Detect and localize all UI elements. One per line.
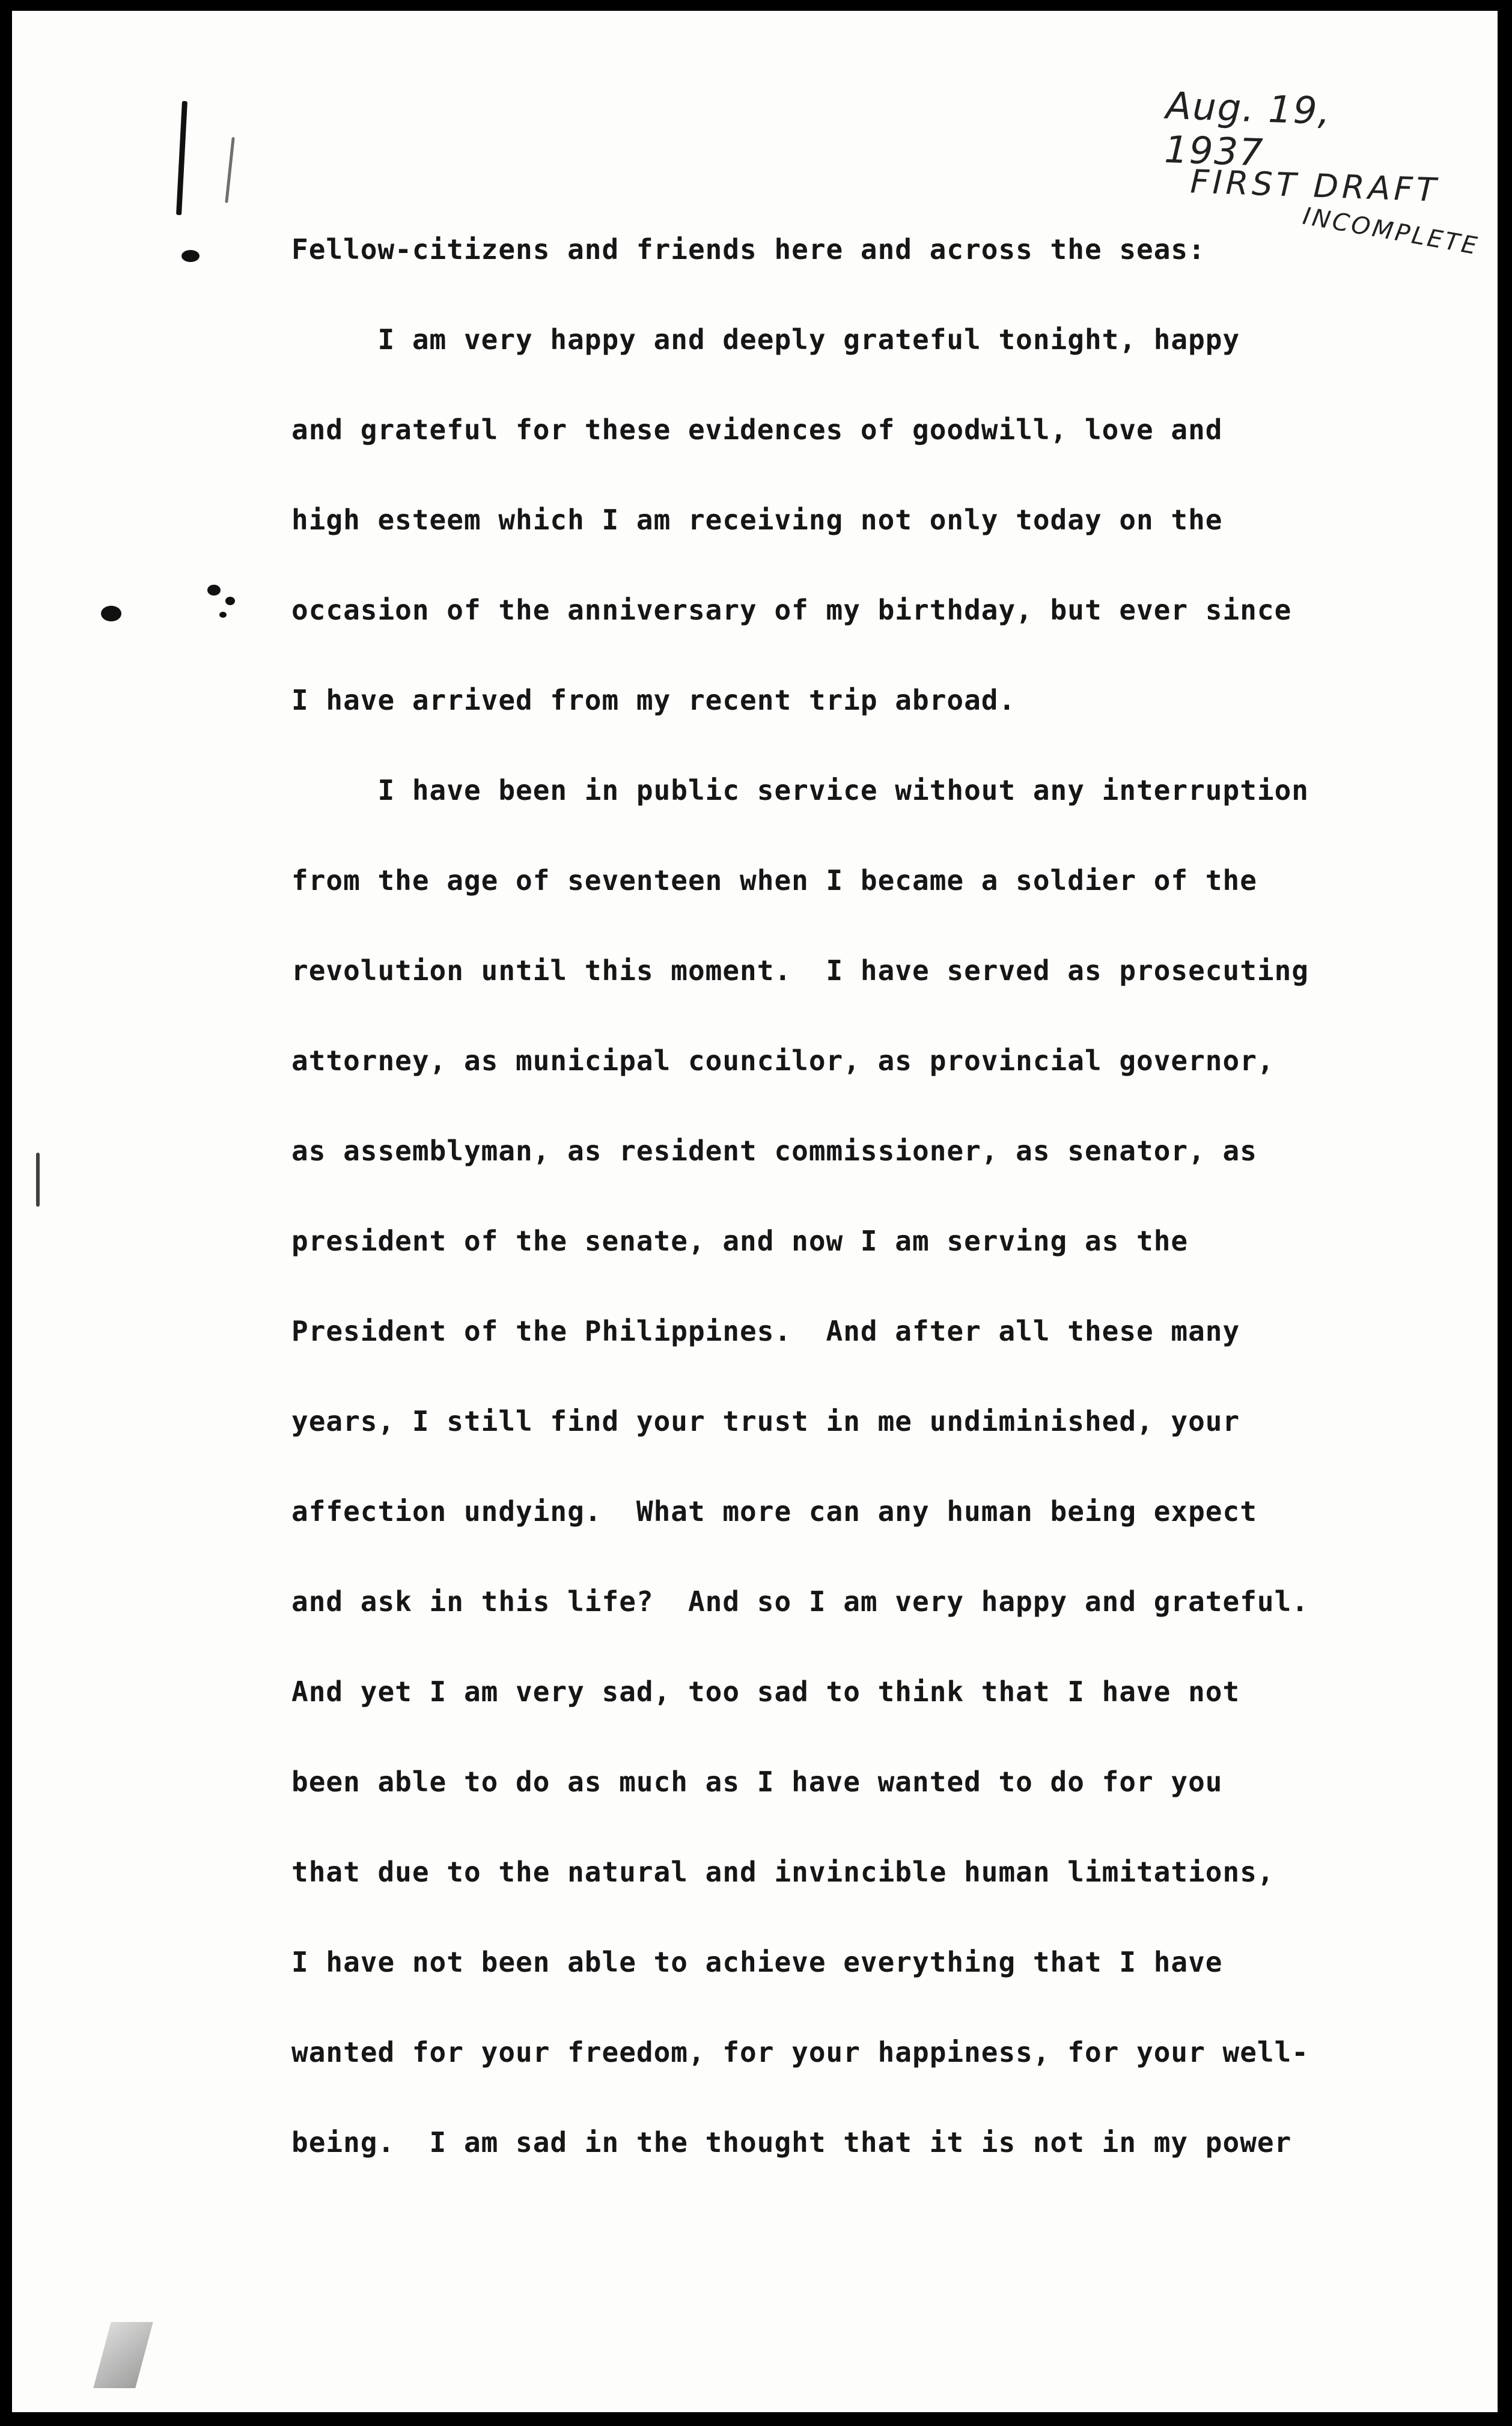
text-line: I am very happy and deeply grateful tonight, happy [291, 323, 1240, 356]
handwritten-first-draft: FIRST DRAFT [1189, 162, 1440, 209]
text-line: And yet I am very sad, too sad to think that I have not [291, 1675, 1240, 1708]
typewritten-text [291, 228, 1385, 2211]
text-line: I have arrived from my recent trip abroad. [291, 684, 1016, 716]
text-line: wanted for your freedom, for your happiness, for your well- [291, 2036, 1309, 2068]
text-line: that due to the natural and invincible human limitations, [291, 1856, 1275, 1888]
text-line: occasion of the anniversary of my birthday, but ever since [291, 594, 1292, 626]
text-line: high esteem which I am receiving not only today on the [291, 504, 1223, 536]
margin-marks [12, 11, 264, 2412]
margin-dot-mark [225, 597, 235, 605]
text-line: affection undying. What more can any human being expect [291, 1495, 1257, 1528]
text-line: years, I still find your trust in me undiminished, your [291, 1405, 1240, 1437]
text-line: I have not been able to achieve everything that I have [291, 1946, 1223, 1978]
text-line: and ask in this life? And so I am very happy and grateful. [291, 1585, 1309, 1618]
margin-bar-mark [36, 1153, 40, 1207]
text-line: I have been in public service without any interruption [291, 774, 1309, 806]
handwritten-annotations [1163, 72, 1481, 261]
text-line: President of the Philippines. And after all these many [291, 1315, 1240, 1347]
text-line: as assemblyman, as resident commissioner, as senator, as [291, 1135, 1257, 1167]
handwritten-date: Aug. 19, 1937 [1163, 83, 1332, 175]
text-line: revolution until this moment. I have served as prosecuting [291, 954, 1309, 987]
text-line: being. I am sad in the thought that it is not in my power [291, 2126, 1292, 2159]
text-line: president of the senate, and now I am serving as the [291, 1225, 1189, 1257]
document-page [12, 11, 1498, 2412]
margin-dot-mark [181, 250, 200, 262]
margin-dot-mark [219, 612, 227, 618]
text-line: attorney, as municipal councilor, as provincial governor, [291, 1044, 1275, 1077]
margin-dot-mark [207, 585, 221, 596]
text-line: from the age of seventeen when I became a soldier of the [291, 864, 1257, 897]
margin-bar-mark [225, 137, 234, 203]
text-line: Fellow-citizens and friends here and across the seas: [291, 233, 1206, 266]
margin-bar-mark [176, 101, 187, 215]
text-line: been able to do as much as I have wanted to do for you [291, 1766, 1223, 1798]
margin-dot-mark [101, 606, 121, 621]
text-line: and grateful for these evidences of goodwill, love and [291, 413, 1223, 446]
handwritten-incomplete: INCOMPLETE [1300, 202, 1481, 261]
